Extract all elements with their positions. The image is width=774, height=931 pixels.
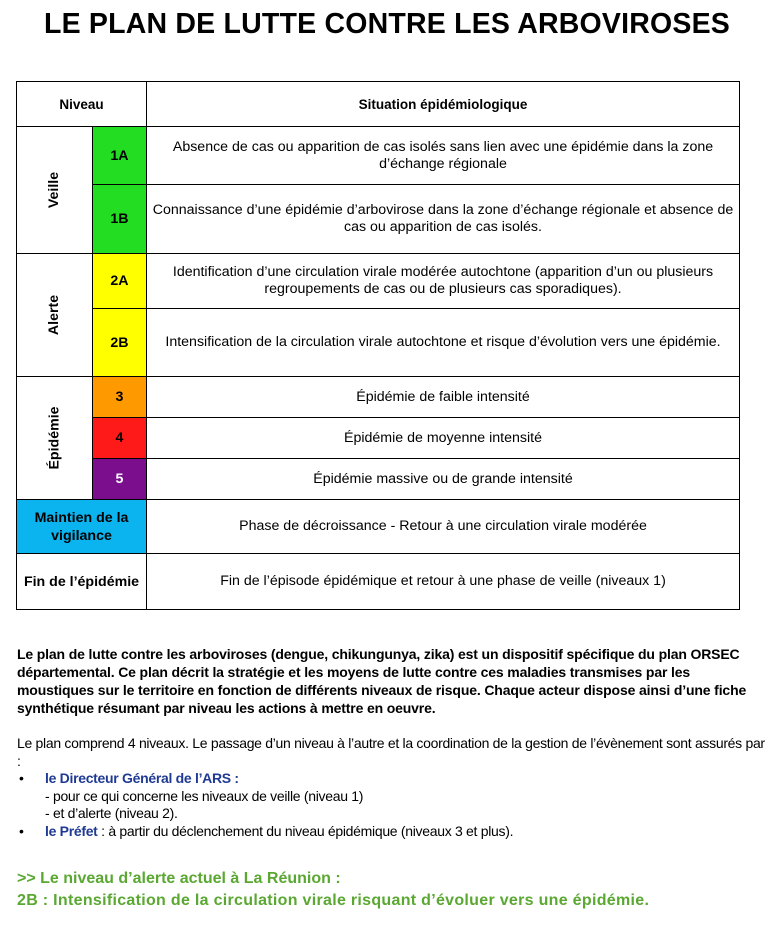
level-code-1b: 1B [93, 185, 147, 254]
table-row-3 [17, 377, 740, 418]
group-alerte: Alerte [17, 254, 93, 377]
table-row-2a [17, 254, 740, 309]
level-maintien-desc: Phase de décroissance - Retour à une circulation virale modérée [147, 500, 740, 554]
current-alert-heading: >> Le niveau d’alerte actuel à La Réunion : [17, 870, 341, 887]
level-desc-5: Épidémie massive ou de grande intensité [147, 459, 740, 500]
bullet-icon: • [19, 822, 24, 839]
group-epidemie: Épidémie [17, 377, 93, 500]
level-fin-desc: Fin de l’épisode épidémique et retour à une phase de veille (niveaux 1) [147, 554, 740, 610]
level-code-5: 5 [93, 459, 147, 500]
level-code-4: 4 [93, 418, 147, 459]
current-alert-level: 2B : Intensification de la circulation virale risquant d’évoluer vers une épidémie. [17, 892, 650, 909]
table-row-4 [17, 418, 740, 459]
level-desc-2b: Intensification de la circulation virale autochtone et risque d’évolution vers une épidémie. [147, 309, 740, 377]
prefet-label: le Préfet [45, 822, 98, 839]
page-title: LE PLAN DE LUTTE CONTRE LES ARBOVIROSES [43, 8, 731, 40]
level-code-2b: 2B [93, 309, 147, 377]
table-header-row [17, 82, 740, 127]
level-maintien-label: Maintien de la vigilance [17, 500, 147, 554]
table-row-1b [17, 185, 740, 254]
ars-subitem-alerte: - et d’alerte (niveau 2). [45, 805, 178, 821]
level-desc-1b: Connaissance d’une épidémie d’arbovirose dans la zone d’échange régionale et absence de cas ou apparition de cas isolés. [147, 185, 740, 254]
table-row-fin [17, 554, 740, 610]
bullet-icon: • [19, 770, 24, 786]
intro-paragraph: Le plan de lutte contre les arboviroses (dengue, chikungunya, zika) est un dispositif spécifique du plan ORSEC départemental. Ce plan décrit la stratégie et les moyens de lutte contre ces maladies transmises par les moustiques sur le territoire en fonction de différents niveaux de risque. Chaque acteur dispose ainsi d’une fiche synthétique résumant par niveau les actions à mettre en oeuvre. [17, 646, 747, 716]
table-row-maintien [17, 500, 740, 554]
table-row-2b [17, 309, 740, 377]
group-veille: Veille [17, 127, 93, 254]
list-item-ars [17, 770, 757, 788]
prefet-desc: : à partir du déclenchement du niveau épidémique (niveaux 3 et plus). [97, 822, 514, 839]
level-code-2a: 2A [93, 254, 147, 309]
ars-subitem-veille: - pour ce qui concerne les niveaux de veille (niveau 1) [45, 787, 364, 804]
level-fin-label: Fin de l’épidémie [17, 554, 147, 610]
level-code-3: 3 [93, 377, 147, 418]
responsibles-list [17, 770, 757, 840]
header-level: Niveau [17, 82, 147, 127]
level-code-1a: 1A [93, 127, 147, 185]
header-situation: Situation épidémiologique [147, 82, 740, 127]
levels-paragraph: Le plan comprend 4 niveaux. Le passage d’un niveau à l’autre et la coordination de la gestion de l’évènement sont assurés par : [17, 735, 765, 769]
alert-levels-table [16, 81, 740, 610]
list-subitem-alerte [17, 805, 757, 823]
level-desc-4: Épidémie de moyenne intensité [147, 418, 740, 459]
list-item-prefet [17, 823, 757, 841]
table-row-5 [17, 459, 740, 500]
ars-director-label: le Directeur Général de l’ARS : [45, 770, 239, 786]
level-desc-1a: Absence de cas ou apparition de cas isolés sans lien avec une épidémie dans la zone d’échange régionale [147, 127, 740, 185]
level-desc-2a: Identification d’une circulation virale modérée autochtone (apparition d’un ou plusieurs regroupements de cas ou de plusieurs cas sporadiques). [147, 254, 740, 309]
table-row-1a [17, 127, 740, 185]
list-subitem-veille [17, 788, 757, 806]
level-desc-3: Épidémie de faible intensité [147, 377, 740, 418]
